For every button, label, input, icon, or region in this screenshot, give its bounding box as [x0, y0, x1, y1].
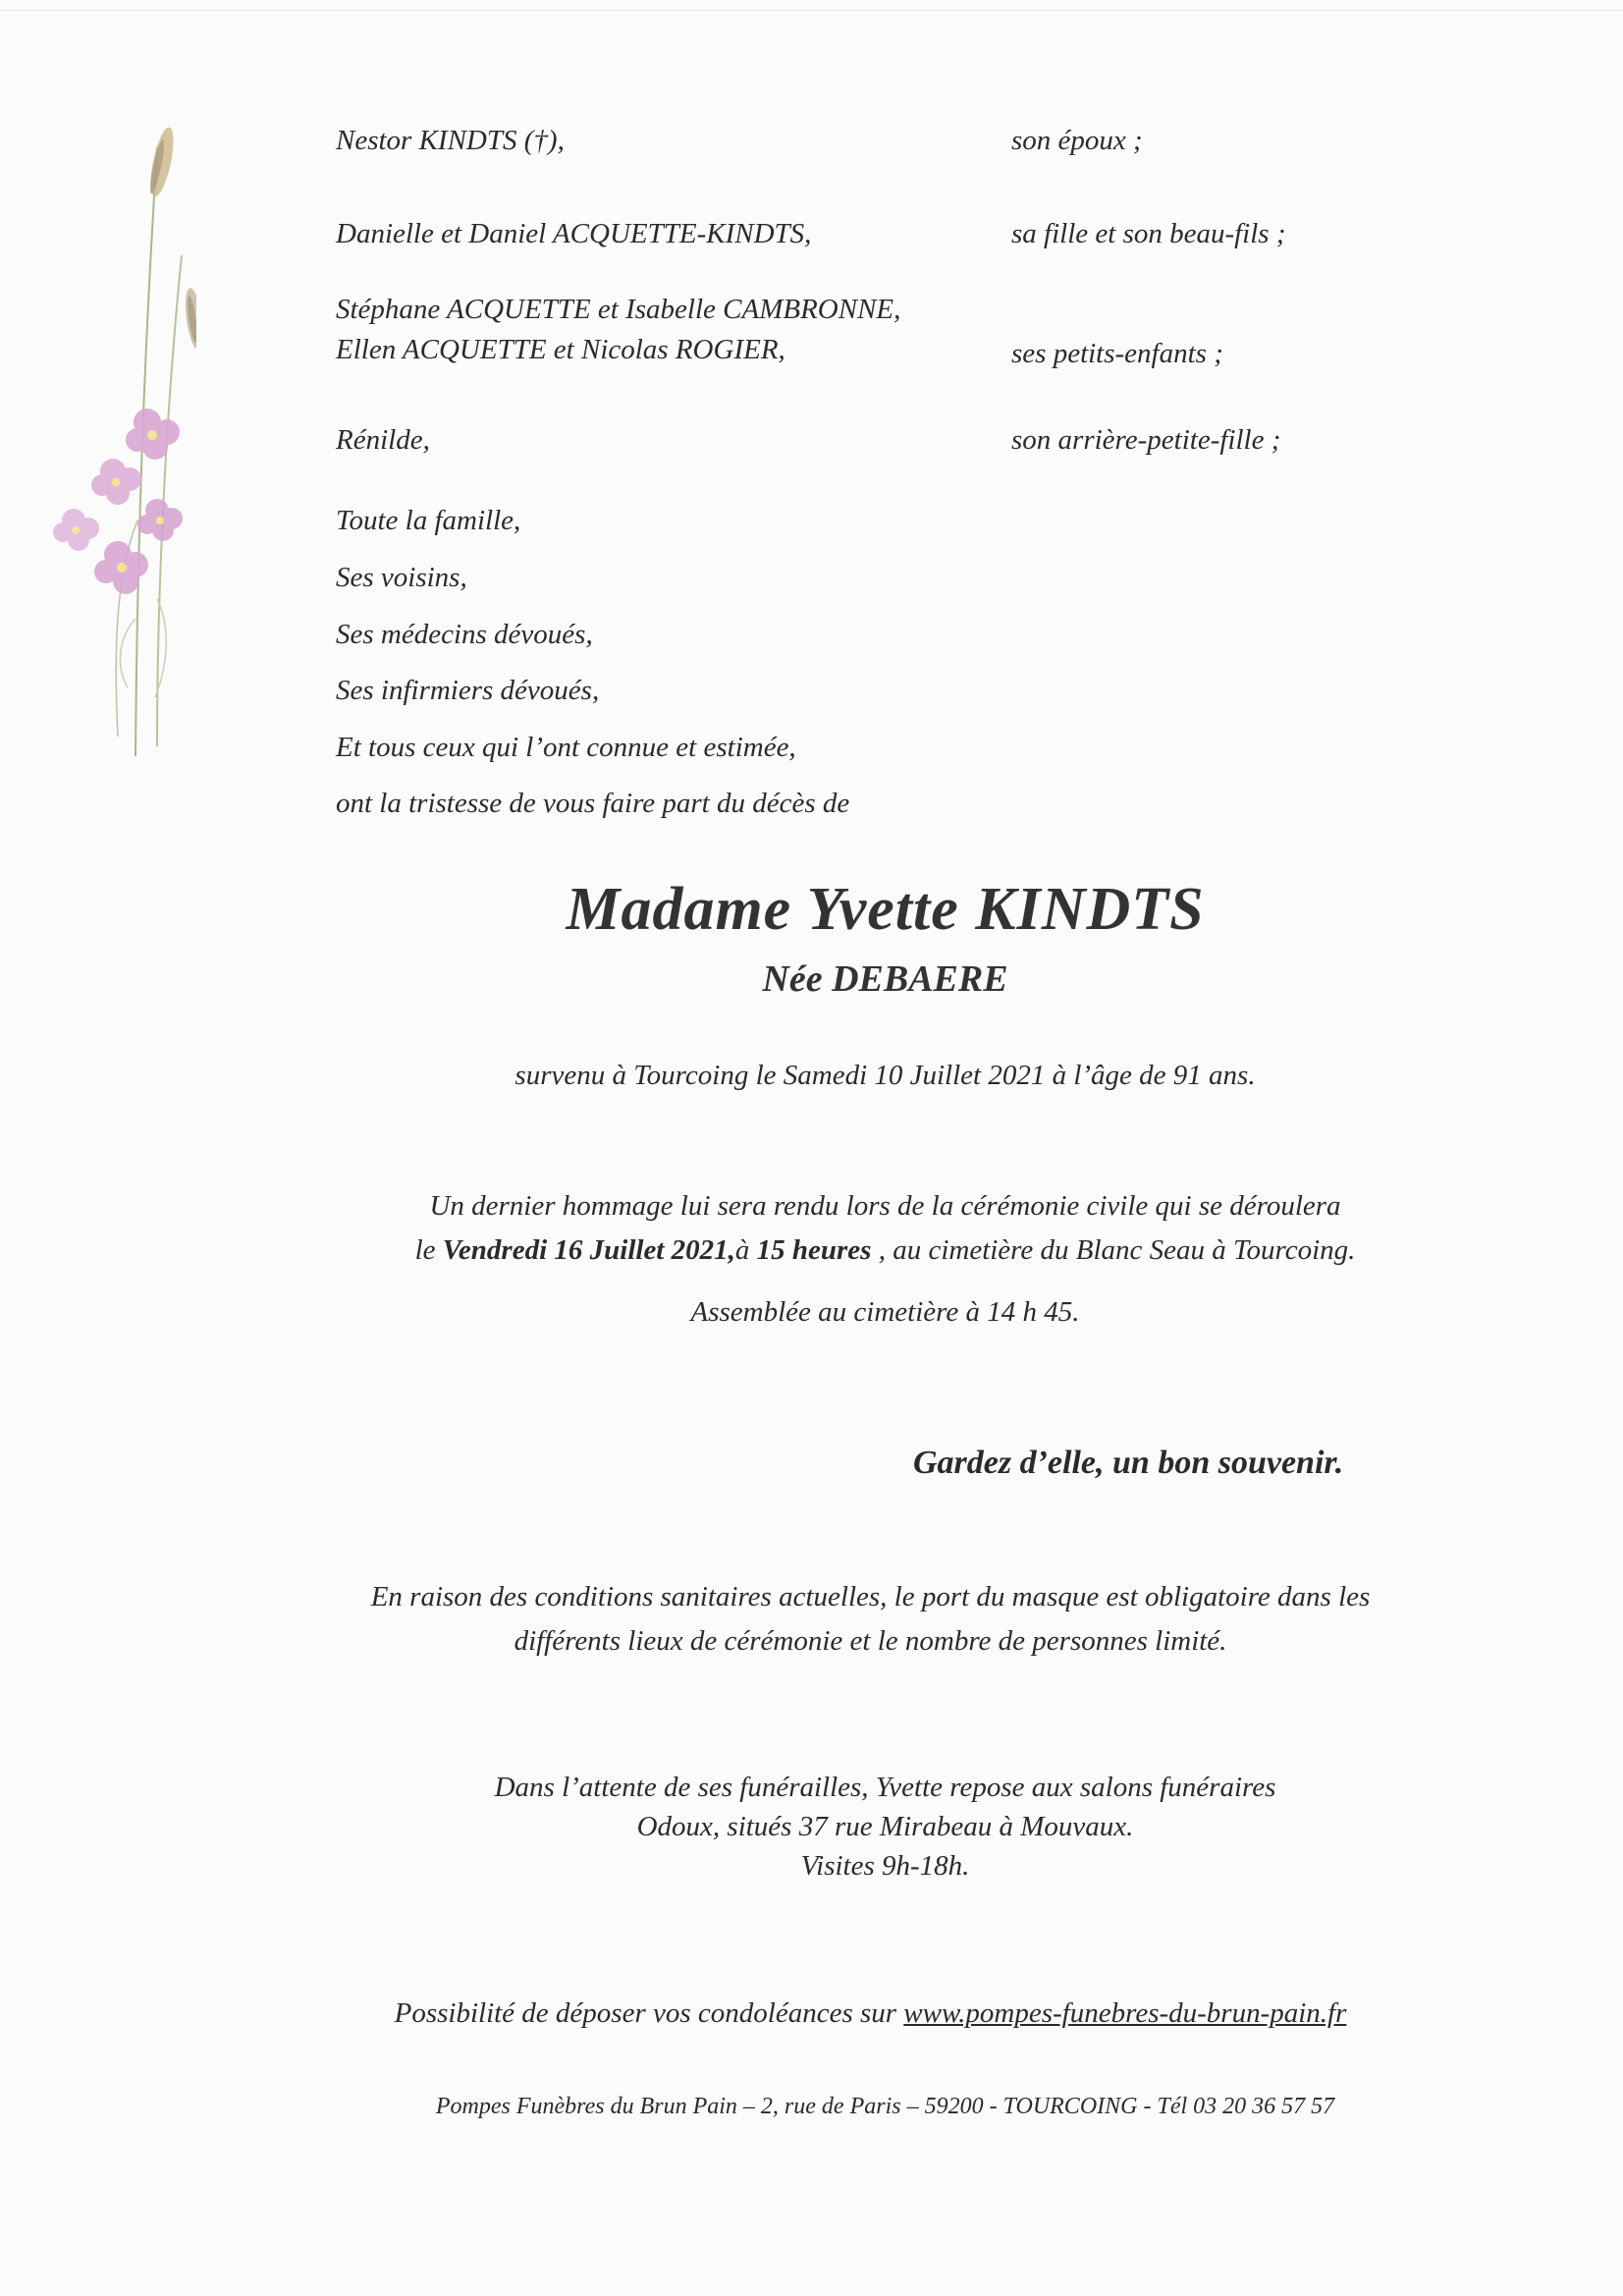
- violet-flower-icon: [126, 409, 180, 460]
- family-relation: son époux ;: [1011, 125, 1143, 156]
- mourner-line: Ses médecins dévoués,: [336, 619, 593, 650]
- ceremony-time: 15 heures: [756, 1234, 872, 1266]
- ceremony-line-2: [74, 1232, 1623, 1268]
- violet-flower-icon: [91, 459, 141, 505]
- mourner-line: Et tous ceux qui l’ont connue et estimée,: [336, 732, 796, 763]
- family-name-line: Danielle et Daniel ACQUETTE-KINDTS,: [336, 218, 812, 249]
- sanitary-line-2: différents lieux de cérémonie et le nombre de personnes limité.: [514, 1625, 1227, 1657]
- violet-flower-icon: [137, 499, 183, 541]
- family-relation: ses petits-enfants ;: [1011, 338, 1223, 369]
- wheat-ear-icon: [146, 126, 179, 198]
- announcement-line: ont la tristesse de vous faire part du décès de: [336, 788, 850, 819]
- family-relation: son arrière-petite-fille ;: [1011, 424, 1281, 456]
- repose-line-1: Dans l’attente de ses funérailles, Yvette repose aux salons funéraires: [494, 1772, 1276, 1803]
- death-notice: survenu à Tourcoing le Samedi 10 Juillet 2021 à l’âge de 91 ans.: [514, 1060, 1256, 1091]
- mourner-line: Toute la famille,: [336, 505, 521, 536]
- assembly-time: Assemblée au cimetière à 14 h 45.: [690, 1296, 1080, 1328]
- family-name-line: Ellen ACQUETTE et Nicolas ROGIER,: [336, 334, 785, 365]
- deceased-birth-name: Née DEBAERE: [762, 958, 1008, 1000]
- family-name-line: Rénilde,: [336, 424, 430, 456]
- family-name-line: Stéphane ACQUETTE et Isabelle CAMBRONNE,: [336, 294, 901, 325]
- violet-flower-icon: [94, 541, 148, 594]
- violet-flower-icon: [53, 509, 99, 551]
- deceased-name: Madame Yvette KINDTS: [566, 876, 1205, 943]
- scan-edge-line: [0, 10, 1623, 11]
- condolences-link[interactable]: www.pompes-funebres-du-brun-pain.fr: [903, 1997, 1347, 2029]
- ceremony-prefix: le: [414, 1234, 443, 1266]
- funeral-home-footer: Pompes Funèbres du Brun Pain – 2, rue de Paris – 59200 - TOURCOING - Tél 03 20 36 57 57: [435, 2094, 1335, 2119]
- flower-illustration: [20, 108, 196, 776]
- sanitary-line-1: En raison des conditions sanitaires actuelles, le port du masque est obligatoire dans les: [370, 1581, 1371, 1613]
- mourner-line: Ses voisins,: [336, 562, 467, 593]
- repose-line-3: Visites 9h-18h.: [800, 1850, 970, 1882]
- souvenir-message: Gardez d’elle, un bon souvenir.: [913, 1445, 1344, 1481]
- repose-line-2: Odoux, situés 37 rue Mirabeau à Mouvaux.: [636, 1811, 1134, 1842]
- condolences-line: [59, 1995, 1623, 2031]
- ceremony-line-1: Un dernier hommage lui sera rendu lors de la cérémonie civile qui se déroulera: [429, 1190, 1341, 1222]
- family-relation: sa fille et son beau-fils ;: [1011, 218, 1286, 249]
- wheat-ear-icon: [183, 287, 196, 352]
- family-name-line: Nestor KINDTS (†),: [336, 125, 565, 156]
- mourner-line: Ses infirmiers dévoués,: [336, 675, 600, 706]
- ceremony-place: , au cimetière du Blanc Seau à Tourcoing.: [871, 1234, 1356, 1266]
- ceremony-mid: à: [734, 1234, 757, 1266]
- ceremony-date: Vendredi 16 Juillet 2021,: [442, 1234, 735, 1266]
- condolences-text: Possibilité de déposer vos condoléances sur: [394, 1997, 904, 2029]
